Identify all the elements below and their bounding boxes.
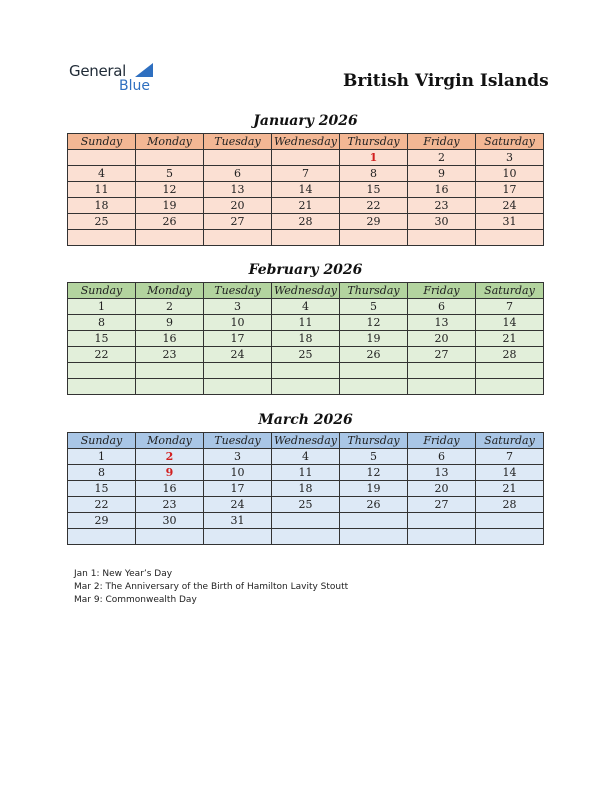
day-cell: 14 bbox=[476, 465, 544, 481]
day-cell: 6 bbox=[204, 166, 272, 182]
day-cell bbox=[272, 513, 340, 529]
day-cell bbox=[340, 529, 408, 545]
day-cell bbox=[408, 363, 476, 379]
week-row bbox=[68, 299, 544, 315]
day-cell: 9 bbox=[408, 166, 476, 182]
month-title-january: January 2026 bbox=[253, 113, 358, 129]
day-cell: 17 bbox=[204, 481, 272, 497]
day-cell: 19 bbox=[136, 198, 204, 214]
day-cell bbox=[204, 150, 272, 166]
weekday-header-wednesday: Wednesday bbox=[272, 433, 340, 449]
day-cell: 15 bbox=[68, 331, 136, 347]
day-cell bbox=[340, 379, 408, 395]
day-cell: 2 bbox=[408, 150, 476, 166]
day-cell bbox=[408, 230, 476, 246]
day-cell: 18 bbox=[272, 481, 340, 497]
week-row bbox=[68, 166, 544, 182]
day-cell bbox=[68, 230, 136, 246]
day-cell: 30 bbox=[408, 214, 476, 230]
day-cell: 16 bbox=[136, 331, 204, 347]
country-title: British Virgin Islands bbox=[343, 71, 549, 91]
day-cell: 19 bbox=[340, 481, 408, 497]
day-cell: 17 bbox=[476, 182, 544, 198]
day-cell: 23 bbox=[136, 497, 204, 513]
day-cell: 18 bbox=[272, 331, 340, 347]
week-row bbox=[68, 529, 544, 545]
day-cell bbox=[68, 379, 136, 395]
week-row bbox=[68, 214, 544, 230]
day-cell: 27 bbox=[408, 347, 476, 363]
day-cell bbox=[136, 230, 204, 246]
weekday-header-tuesday: Tuesday bbox=[204, 134, 272, 150]
day-cell: 10 bbox=[476, 166, 544, 182]
day-cell: 16 bbox=[408, 182, 476, 198]
day-cell: 6 bbox=[408, 449, 476, 465]
day-cell: 22 bbox=[68, 347, 136, 363]
day-cell bbox=[476, 230, 544, 246]
logo-text-blue: Blue bbox=[119, 78, 150, 94]
weekday-header-saturday: Saturday bbox=[476, 134, 544, 150]
generalblue-logo bbox=[69, 62, 169, 96]
day-cell: 12 bbox=[136, 182, 204, 198]
day-cell: 22 bbox=[68, 497, 136, 513]
day-cell: 23 bbox=[408, 198, 476, 214]
day-cell bbox=[204, 363, 272, 379]
day-cell: 19 bbox=[340, 331, 408, 347]
holiday-note: Mar 9: Commonwealth Day bbox=[74, 595, 197, 605]
day-cell: 1 bbox=[340, 150, 408, 166]
weekday-header-friday: Friday bbox=[408, 134, 476, 150]
day-cell: 13 bbox=[204, 182, 272, 198]
day-cell: 9 bbox=[136, 315, 204, 331]
day-cell: 25 bbox=[272, 497, 340, 513]
day-cell: 12 bbox=[340, 315, 408, 331]
week-row bbox=[68, 497, 544, 513]
day-cell: 15 bbox=[68, 481, 136, 497]
day-cell: 11 bbox=[272, 315, 340, 331]
day-cell: 4 bbox=[272, 299, 340, 315]
logo-triangle-icon bbox=[135, 63, 153, 77]
day-cell: 20 bbox=[408, 481, 476, 497]
weekday-header-sunday: Sunday bbox=[68, 283, 136, 299]
month-title-march: March 2026 bbox=[258, 412, 353, 428]
day-cell bbox=[340, 363, 408, 379]
weekday-header-thursday: Thursday bbox=[340, 283, 408, 299]
day-cell: 12 bbox=[340, 465, 408, 481]
day-cell: 20 bbox=[408, 331, 476, 347]
day-cell: 29 bbox=[68, 513, 136, 529]
week-row bbox=[68, 513, 544, 529]
day-cell: 5 bbox=[136, 166, 204, 182]
day-cell bbox=[476, 379, 544, 395]
day-cell: 29 bbox=[340, 214, 408, 230]
holiday-note: Jan 1: New Year’s Day bbox=[74, 569, 173, 579]
calendar-january bbox=[67, 133, 544, 246]
day-cell bbox=[68, 529, 136, 545]
day-cell: 25 bbox=[272, 347, 340, 363]
day-cell: 9 bbox=[136, 465, 204, 481]
day-cell bbox=[476, 363, 544, 379]
day-cell: 24 bbox=[476, 198, 544, 214]
day-cell: 7 bbox=[476, 299, 544, 315]
day-cell bbox=[136, 529, 204, 545]
week-row bbox=[68, 182, 544, 198]
day-cell bbox=[272, 150, 340, 166]
weekday-header-row bbox=[68, 433, 544, 449]
day-cell bbox=[408, 513, 476, 529]
day-cell bbox=[408, 529, 476, 545]
day-cell bbox=[272, 379, 340, 395]
weekday-header-wednesday: Wednesday bbox=[272, 134, 340, 150]
day-cell bbox=[136, 363, 204, 379]
day-cell: 24 bbox=[204, 347, 272, 363]
day-cell: 1 bbox=[68, 449, 136, 465]
week-row bbox=[68, 230, 544, 246]
day-cell: 8 bbox=[340, 166, 408, 182]
weekday-header-wednesday: Wednesday bbox=[272, 283, 340, 299]
day-cell: 16 bbox=[136, 481, 204, 497]
day-cell: 28 bbox=[476, 497, 544, 513]
weekday-header-tuesday: Tuesday bbox=[204, 283, 272, 299]
week-row bbox=[68, 363, 544, 379]
day-cell: 6 bbox=[408, 299, 476, 315]
day-cell: 11 bbox=[68, 182, 136, 198]
week-row bbox=[68, 198, 544, 214]
day-cell: 13 bbox=[408, 465, 476, 481]
weekday-header-monday: Monday bbox=[136, 283, 204, 299]
weekday-header-saturday: Saturday bbox=[476, 433, 544, 449]
weekday-header-row bbox=[68, 283, 544, 299]
logo-text-general: General bbox=[69, 62, 127, 80]
weekday-header-saturday: Saturday bbox=[476, 283, 544, 299]
weekday-header-row bbox=[68, 134, 544, 150]
day-cell: 10 bbox=[204, 315, 272, 331]
day-cell bbox=[476, 513, 544, 529]
day-cell: 2 bbox=[136, 299, 204, 315]
week-row bbox=[68, 379, 544, 395]
day-cell: 26 bbox=[340, 497, 408, 513]
weekday-header-monday: Monday bbox=[136, 134, 204, 150]
day-cell bbox=[136, 379, 204, 395]
week-row bbox=[68, 315, 544, 331]
day-cell: 22 bbox=[340, 198, 408, 214]
day-cell bbox=[68, 150, 136, 166]
day-cell: 28 bbox=[272, 214, 340, 230]
day-cell: 30 bbox=[136, 513, 204, 529]
day-cell: 31 bbox=[476, 214, 544, 230]
day-cell: 3 bbox=[476, 150, 544, 166]
day-cell: 4 bbox=[68, 166, 136, 182]
day-cell: 18 bbox=[68, 198, 136, 214]
day-cell: 26 bbox=[340, 347, 408, 363]
holiday-note: Mar 2: The Anniversary of the Birth of Hamilton Lavity Stoutt bbox=[74, 582, 349, 592]
day-cell: 21 bbox=[272, 198, 340, 214]
weekday-header-friday: Friday bbox=[408, 433, 476, 449]
day-cell: 5 bbox=[340, 449, 408, 465]
week-row bbox=[68, 150, 544, 166]
weekday-header-sunday: Sunday bbox=[68, 134, 136, 150]
day-cell bbox=[68, 363, 136, 379]
holiday-notes bbox=[74, 568, 348, 607]
day-cell: 24 bbox=[204, 497, 272, 513]
day-cell: 8 bbox=[68, 315, 136, 331]
week-row bbox=[68, 347, 544, 363]
day-cell: 8 bbox=[68, 465, 136, 481]
weekday-header-tuesday: Tuesday bbox=[204, 433, 272, 449]
day-cell: 5 bbox=[340, 299, 408, 315]
day-cell: 25 bbox=[68, 214, 136, 230]
day-cell bbox=[340, 230, 408, 246]
week-row bbox=[68, 331, 544, 347]
day-cell bbox=[272, 230, 340, 246]
day-cell: 11 bbox=[272, 465, 340, 481]
week-row bbox=[68, 449, 544, 465]
weekday-header-friday: Friday bbox=[408, 283, 476, 299]
day-cell: 7 bbox=[272, 166, 340, 182]
day-cell: 10 bbox=[204, 465, 272, 481]
month-title-february: February 2026 bbox=[248, 262, 363, 278]
day-cell bbox=[272, 529, 340, 545]
day-cell: 17 bbox=[204, 331, 272, 347]
calendar-february bbox=[67, 282, 544, 395]
week-row bbox=[68, 481, 544, 497]
day-cell: 31 bbox=[204, 513, 272, 529]
day-cell: 21 bbox=[476, 331, 544, 347]
day-cell: 14 bbox=[476, 315, 544, 331]
day-cell: 1 bbox=[68, 299, 136, 315]
day-cell bbox=[204, 230, 272, 246]
day-cell bbox=[340, 513, 408, 529]
weekday-header-thursday: Thursday bbox=[340, 134, 408, 150]
day-cell: 28 bbox=[476, 347, 544, 363]
day-cell: 27 bbox=[408, 497, 476, 513]
day-cell: 2 bbox=[136, 449, 204, 465]
day-cell: 20 bbox=[204, 198, 272, 214]
day-cell bbox=[272, 363, 340, 379]
day-cell bbox=[476, 529, 544, 545]
weekday-header-thursday: Thursday bbox=[340, 433, 408, 449]
day-cell: 21 bbox=[476, 481, 544, 497]
day-cell bbox=[408, 379, 476, 395]
day-cell: 7 bbox=[476, 449, 544, 465]
calendar-march bbox=[67, 432, 544, 545]
weekday-header-monday: Monday bbox=[136, 433, 204, 449]
week-row bbox=[68, 465, 544, 481]
day-cell: 4 bbox=[272, 449, 340, 465]
day-cell bbox=[204, 379, 272, 395]
day-cell: 3 bbox=[204, 449, 272, 465]
day-cell bbox=[136, 150, 204, 166]
day-cell: 13 bbox=[408, 315, 476, 331]
day-cell: 23 bbox=[136, 347, 204, 363]
day-cell: 26 bbox=[136, 214, 204, 230]
day-cell bbox=[204, 529, 272, 545]
day-cell: 14 bbox=[272, 182, 340, 198]
weekday-header-sunday: Sunday bbox=[68, 433, 136, 449]
day-cell: 27 bbox=[204, 214, 272, 230]
day-cell: 3 bbox=[204, 299, 272, 315]
day-cell: 15 bbox=[340, 182, 408, 198]
